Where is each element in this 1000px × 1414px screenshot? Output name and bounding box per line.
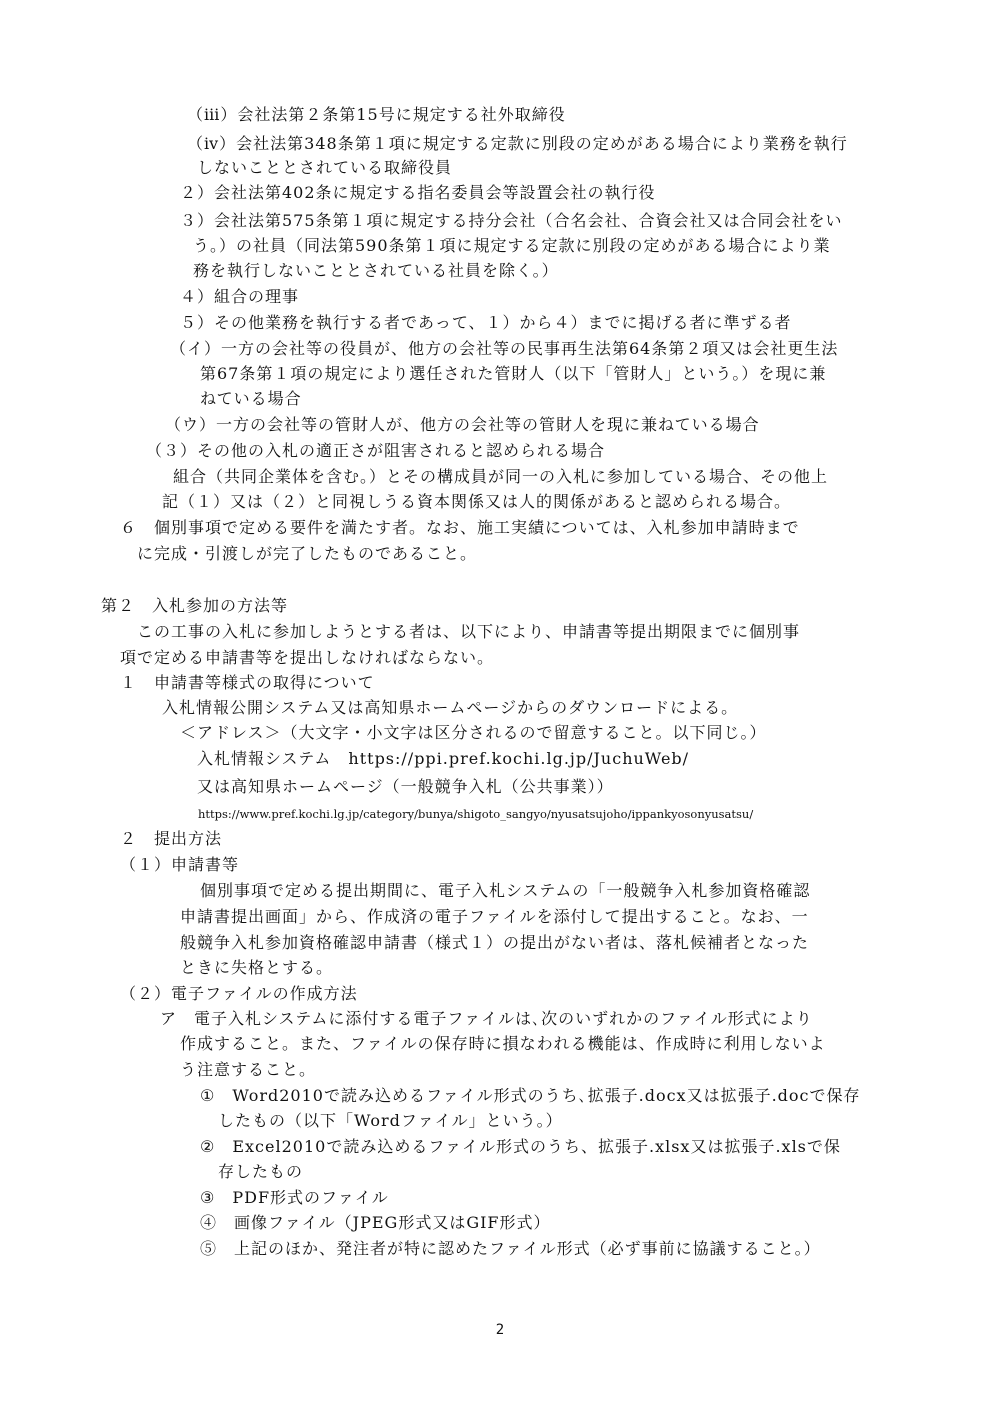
text-line: う。）の社員（同法第590条第１項に規定する定款に別段の定めがある場合により業 bbox=[193, 236, 831, 255]
text-line: ４）組合の理事 bbox=[180, 287, 300, 306]
text-line: ⑤ 上記のほか、発注者が特に認めたファイル形式（必ず事前に協議すること。） bbox=[200, 1239, 821, 1258]
text-line: （２）電子ファイルの作成方法 bbox=[120, 984, 358, 1003]
text-line: ③ PDF形式のファイル bbox=[200, 1188, 389, 1207]
text-line: 入札情報公開システム又は高知県ホームページからのダウンロードによる。 bbox=[162, 698, 739, 717]
text-line: う注意すること。 bbox=[180, 1060, 317, 1079]
text-line: 第67条第１項の規定により選任された管財人（以下「管財人」という。）を現に兼 bbox=[200, 364, 827, 383]
text-line: （ⅲ）会社法第２条第15号に規定する社外取締役 bbox=[187, 105, 566, 124]
text-line: ときに失格とする。 bbox=[180, 958, 334, 977]
text-line: 入札情報システム https://ppi.pref.kochi.lg.jp/JuchuWeb/ bbox=[197, 749, 690, 768]
text-line: 個別事項で定める提出期間に、電子入札システムの「一般競争入札参加資格確認 bbox=[200, 881, 811, 900]
subsection-heading: ２ 提出方法 bbox=[120, 829, 223, 848]
text-line: ２）会社法第402条に規定する指名委員会等設置会社の執行役 bbox=[180, 183, 656, 202]
text-line: しないこととされている取締役員 bbox=[197, 158, 453, 177]
text-line: ④ 画像ファイル（JPEG形式又はGIF形式） bbox=[200, 1213, 551, 1232]
text-line: 組合（共同企業体を含む。）とその構成員が同一の入札に参加している場合、その他上 bbox=[173, 467, 829, 486]
url-line: https://www.pref.kochi.lg.jp/category/bunya/shigoto_sangyo/nyusatsujoho/ippankyosonyusatsu/ bbox=[198, 807, 754, 821]
text-line: 存したもの bbox=[218, 1162, 304, 1181]
text-line: ＜アドレス＞（大文字・小文字は区分されるので留意すること。以下同じ。） bbox=[180, 723, 767, 742]
text-line: に完成・引渡しが完了したものであること。 bbox=[137, 544, 478, 563]
text-line: （ウ）一方の会社等の管財人が、他方の会社等の管財人を現に兼ねている場合 bbox=[165, 415, 760, 434]
text-line: 又は高知県ホームページ（一般競争入札（公共事業）） bbox=[197, 777, 614, 796]
text-line: したもの（以下「Wordファイル」という。） bbox=[218, 1111, 563, 1130]
subsection-heading: １ 申請書等様式の取得について bbox=[120, 673, 375, 692]
text-line: ねている場合 bbox=[200, 389, 302, 408]
text-line: （３）その他の入札の適正さが阻害されると認められる場合 bbox=[146, 441, 606, 460]
section-heading: 第２ 入札参加の方法等 bbox=[101, 596, 289, 615]
text-line: ６ 個別事項で定める要件を満たす者。なお、施工実績については、入札参加申請時まで bbox=[120, 518, 800, 537]
text-line: ア 電子入札システムに添付する電子ファイルは､次のいずれかのファイル形式により bbox=[160, 1009, 813, 1028]
text-line: （ⅳ）会社法第348条第１項に規定する定款に別段の定めがある場合により業務を執行 bbox=[187, 134, 848, 153]
text-line: 項で定める申請書等を提出しなければならない。 bbox=[120, 648, 495, 667]
text-line: 作成すること。また、ファイルの保存時に損なわれる機能は、作成時に利用しないよ bbox=[180, 1034, 826, 1053]
text-line: ３）会社法第575条第１項に規定する持分会社（合名会社、合資会社又は合同会社をい bbox=[180, 211, 843, 230]
text-line: この工事の入札に参加しようとする者は、以下により、申請書等提出期限までに個別事 bbox=[137, 622, 801, 641]
text-line: 務を執行しないこととされている社員を除く。） bbox=[193, 261, 559, 280]
text-line: ② Excel2010で読み込めるファイル形式のうち、拡張子.xlsx又は拡張子.xlsで保 bbox=[200, 1137, 841, 1156]
text-line: （１）申請書等 bbox=[120, 855, 240, 874]
text-line: ① Word2010で読み込めるファイル形式のうち､拡張子.docx又は拡張子.docで保存 bbox=[200, 1086, 861, 1105]
text-line: （イ）一方の会社等の役員が、他方の会社等の民事再生法第64条第２項又は会社更生法 bbox=[170, 339, 839, 358]
text-line: 申請書提出画面」から、作成済の電子ファイルを添付して提出すること。なお、一 bbox=[180, 907, 809, 926]
text-line: ５）その他業務を執行する者であって、１）から４）までに掲げる者に準ずる者 bbox=[180, 313, 792, 332]
page-number: 2 bbox=[495, 1322, 505, 1338]
text-line: 般競争入札参加資格確認申請書（様式１）の提出がない者は、落札候補者となった bbox=[180, 933, 810, 952]
text-line: 記（１）又は（２）と同視しうる資本関係又は人的関係があると認められる場合。 bbox=[162, 492, 792, 511]
